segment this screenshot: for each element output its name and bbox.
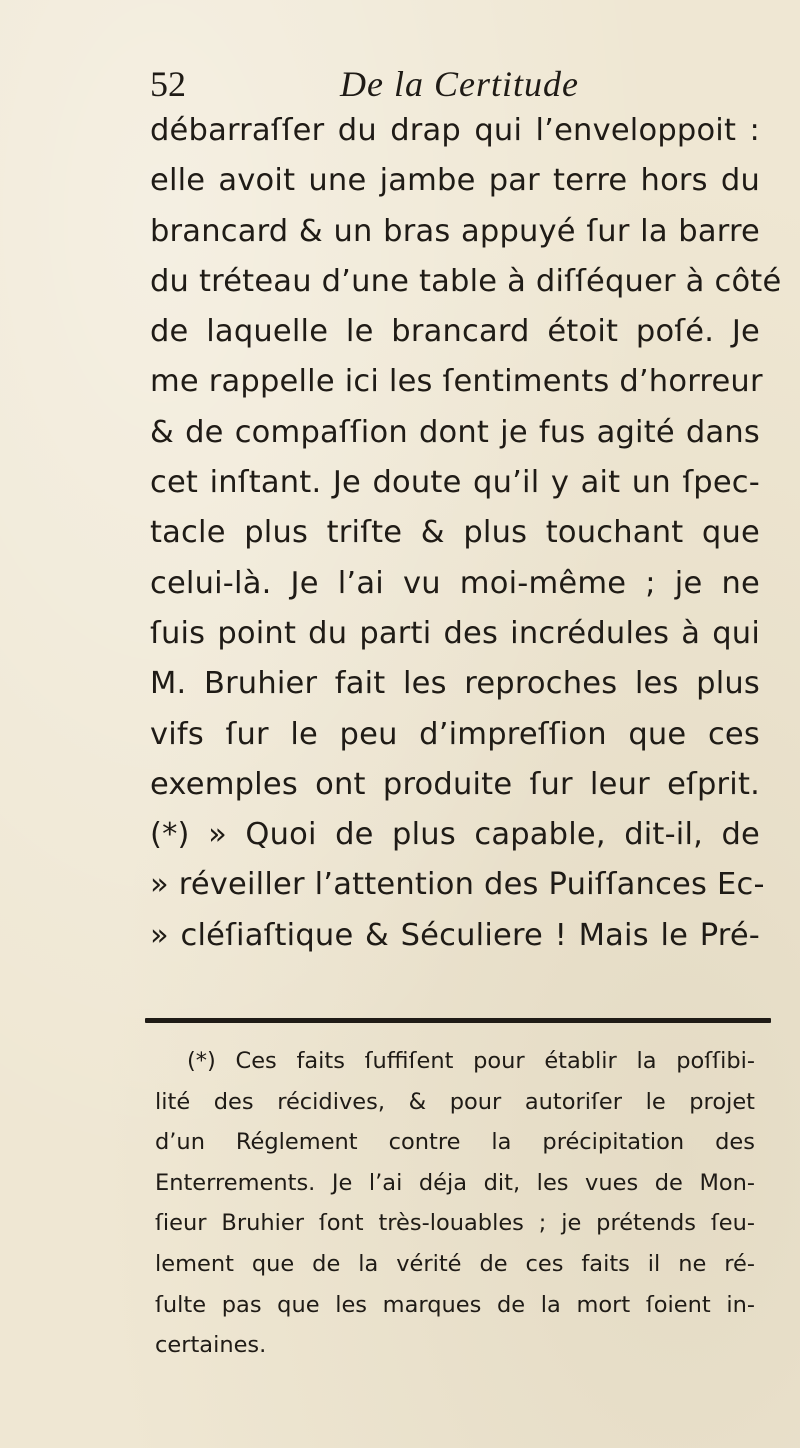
body-line: M. Bruhier fait les reproches les plus [150, 666, 760, 702]
body-line: » réveiller l’attention des Puiſſances Ec- [150, 867, 765, 903]
footnote-divider [145, 1018, 771, 1023]
footnote-line: ſieur Bruhier ſont très-louables ; je prétends ſeu- [155, 1210, 755, 1237]
body-line: me rappelle ici les ſentiments d’horreur [150, 364, 763, 400]
running-title: De la Certitude [340, 64, 579, 104]
footnote-line: ſulte pas que les marques de la mort ſoient in- [155, 1291, 755, 1318]
body-line: (*) » Quoi de plus capable, dit-il, de [150, 817, 760, 853]
body-line: exemples ont produite ſur leur eſprit. [150, 766, 760, 802]
running-head [150, 60, 750, 108]
body-line: & de compaſſion dont je fus agité dans [150, 414, 760, 450]
body-line: cet inſtant. Je doute qu’il y ait un ſpec- [150, 465, 760, 501]
body-line: celui-là. Je l’ai vu moi-même ; je ne [150, 565, 760, 601]
body-text [150, 106, 782, 961]
body-line: brancard & un bras appuyé ſur la barre [150, 213, 760, 249]
body-line: du tréteau d’une table à diſſéquer à côté [150, 263, 782, 299]
footnote-line: lement que de la vérité de ces faits il ne ré- [155, 1250, 755, 1277]
body-line: vifs ſur le peu d’impreſſion que ces [150, 716, 760, 752]
footnote [155, 1041, 755, 1366]
body-line: » cléſiaſtique & Séculiere ! Mais le Pré- [150, 917, 760, 953]
footnote-line: (*) Ces faits ſuffiſent pour établir la poſſibi- [187, 1048, 755, 1074]
footnote-line: lité des récidives, & pour autoriſer le projet [155, 1088, 755, 1115]
footnote-line: Enterrements. Je l’ai déja dit, les vues de Mon- [155, 1169, 755, 1196]
body-line: ſuis point du parti des incrédules à qui [150, 615, 760, 651]
body-line: tacle plus triſte & plus touchant que [150, 515, 760, 551]
page-number: 52 [150, 64, 186, 104]
footnote-line: d’un Réglement contre la précipitation des [155, 1129, 755, 1156]
body-line: débarraſſer du drap qui l’enveloppoit : [150, 113, 760, 148]
body-line: elle avoit une jambe par terre hors du [150, 163, 760, 199]
body-line: de laquelle le brancard étoit poſé. Je [150, 314, 760, 350]
footnote-line: certaines. [155, 1332, 267, 1359]
